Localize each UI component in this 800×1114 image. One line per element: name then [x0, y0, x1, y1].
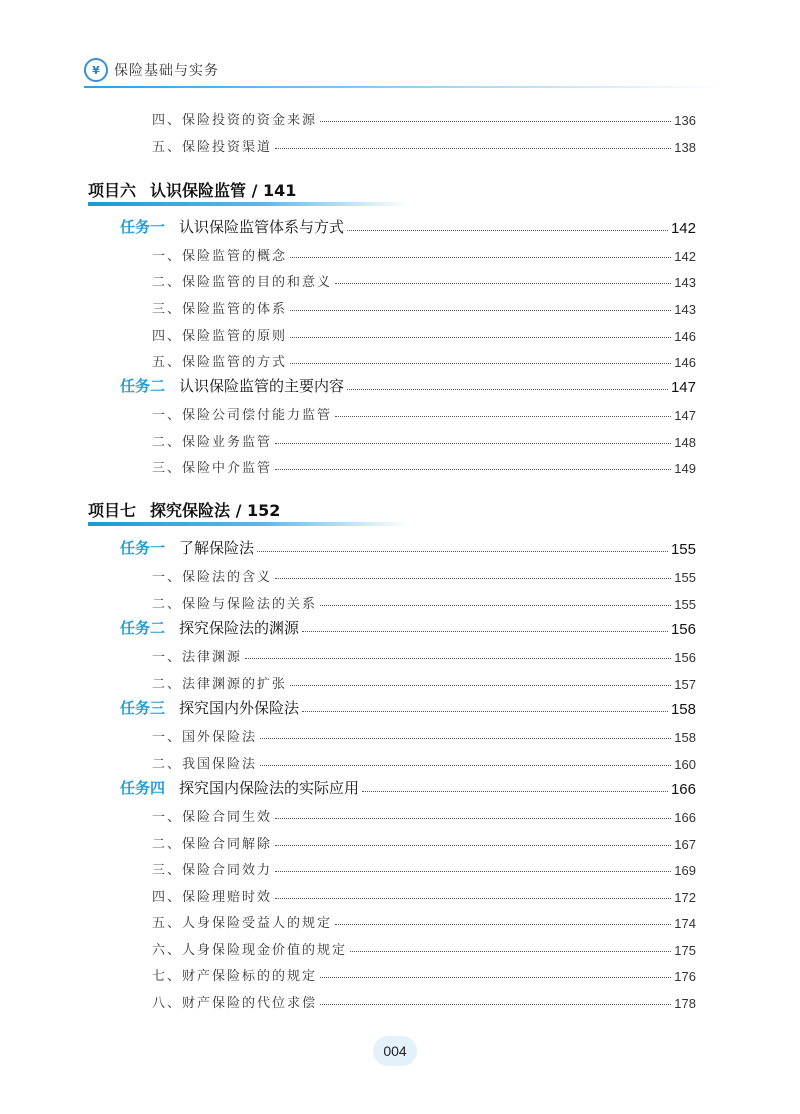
toc-item[interactable]: 八、财产保险的代位求偿 178	[152, 996, 696, 1011]
task-entry[interactable]: 任务二 认识保险监管的主要内容 147	[120, 377, 696, 396]
toc-item[interactable]: 五、人身保险受益人的规定 174	[152, 916, 696, 931]
page-number: 004	[373, 1036, 417, 1066]
toc-item[interactable]: 三、保险监管的体系 143	[152, 302, 696, 317]
book-title: 保险基础与实务	[114, 63, 219, 79]
toc-item[interactable]: 一、保险监管的概念 142	[152, 249, 696, 264]
task-entry[interactable]: 任务三 探究国内外保险法 158	[120, 699, 696, 718]
book-logo-icon: ¥	[84, 58, 108, 82]
toc-item[interactable]: 二、保险业务监管 148	[152, 435, 696, 450]
header-divider	[84, 86, 724, 88]
task-entry[interactable]: 任务二 探究保险法的渊源 156	[120, 619, 696, 638]
toc-item[interactable]: 四、保险理赔时效 172	[152, 890, 696, 905]
task-entry[interactable]: 任务四 探究国内保险法的实际应用 166	[120, 779, 696, 798]
toc-item[interactable]: 三、保险中介监管 149	[152, 461, 696, 476]
toc-item[interactable]: 一、保险合同生效 166	[152, 810, 696, 825]
project-heading[interactable]: 项目七 探究保险法 / 152	[88, 501, 281, 520]
running-header	[84, 56, 219, 84]
toc-item[interactable]: 四、保险投资的资金来源 136	[152, 113, 696, 128]
toc-item[interactable]: 六、人身保险现金价值的规定 175	[152, 943, 696, 958]
toc-item[interactable]: 一、国外保险法 158	[152, 730, 696, 745]
toc-item[interactable]: 一、保险法的含义 155	[152, 570, 696, 585]
toc-item[interactable]: 二、法律渊源的扩张 157	[152, 677, 696, 692]
project-underline	[88, 202, 408, 206]
toc-item[interactable]: 七、财产保险标的的规定 176	[152, 969, 696, 984]
toc-item[interactable]: 二、我国保险法 160	[152, 757, 696, 772]
toc-item[interactable]: 二、保险合同解除 167	[152, 837, 696, 852]
task-entry[interactable]: 任务一 认识保险监管体系与方式 142	[120, 218, 696, 237]
toc-item[interactable]: 一、保险公司偿付能力监管 147	[152, 408, 696, 423]
toc-item[interactable]: 四、保险监管的原则 146	[152, 329, 696, 344]
toc-item[interactable]: 三、保险合同效力 169	[152, 863, 696, 878]
project-underline	[88, 522, 408, 526]
task-entry[interactable]: 任务一 了解保险法 155	[120, 539, 696, 558]
toc-item[interactable]: 一、法律渊源 156	[152, 650, 696, 665]
toc-item[interactable]: 二、保险监管的目的和意义 143	[152, 275, 696, 290]
toc-item[interactable]: 二、保险与保险法的关系 155	[152, 597, 696, 612]
project-heading[interactable]: 项目六 认识保险监管 / 141	[88, 181, 297, 200]
toc-item[interactable]: 五、保险投资渠道 138	[152, 140, 696, 155]
toc-item[interactable]: 五、保险监管的方式 146	[152, 355, 696, 370]
